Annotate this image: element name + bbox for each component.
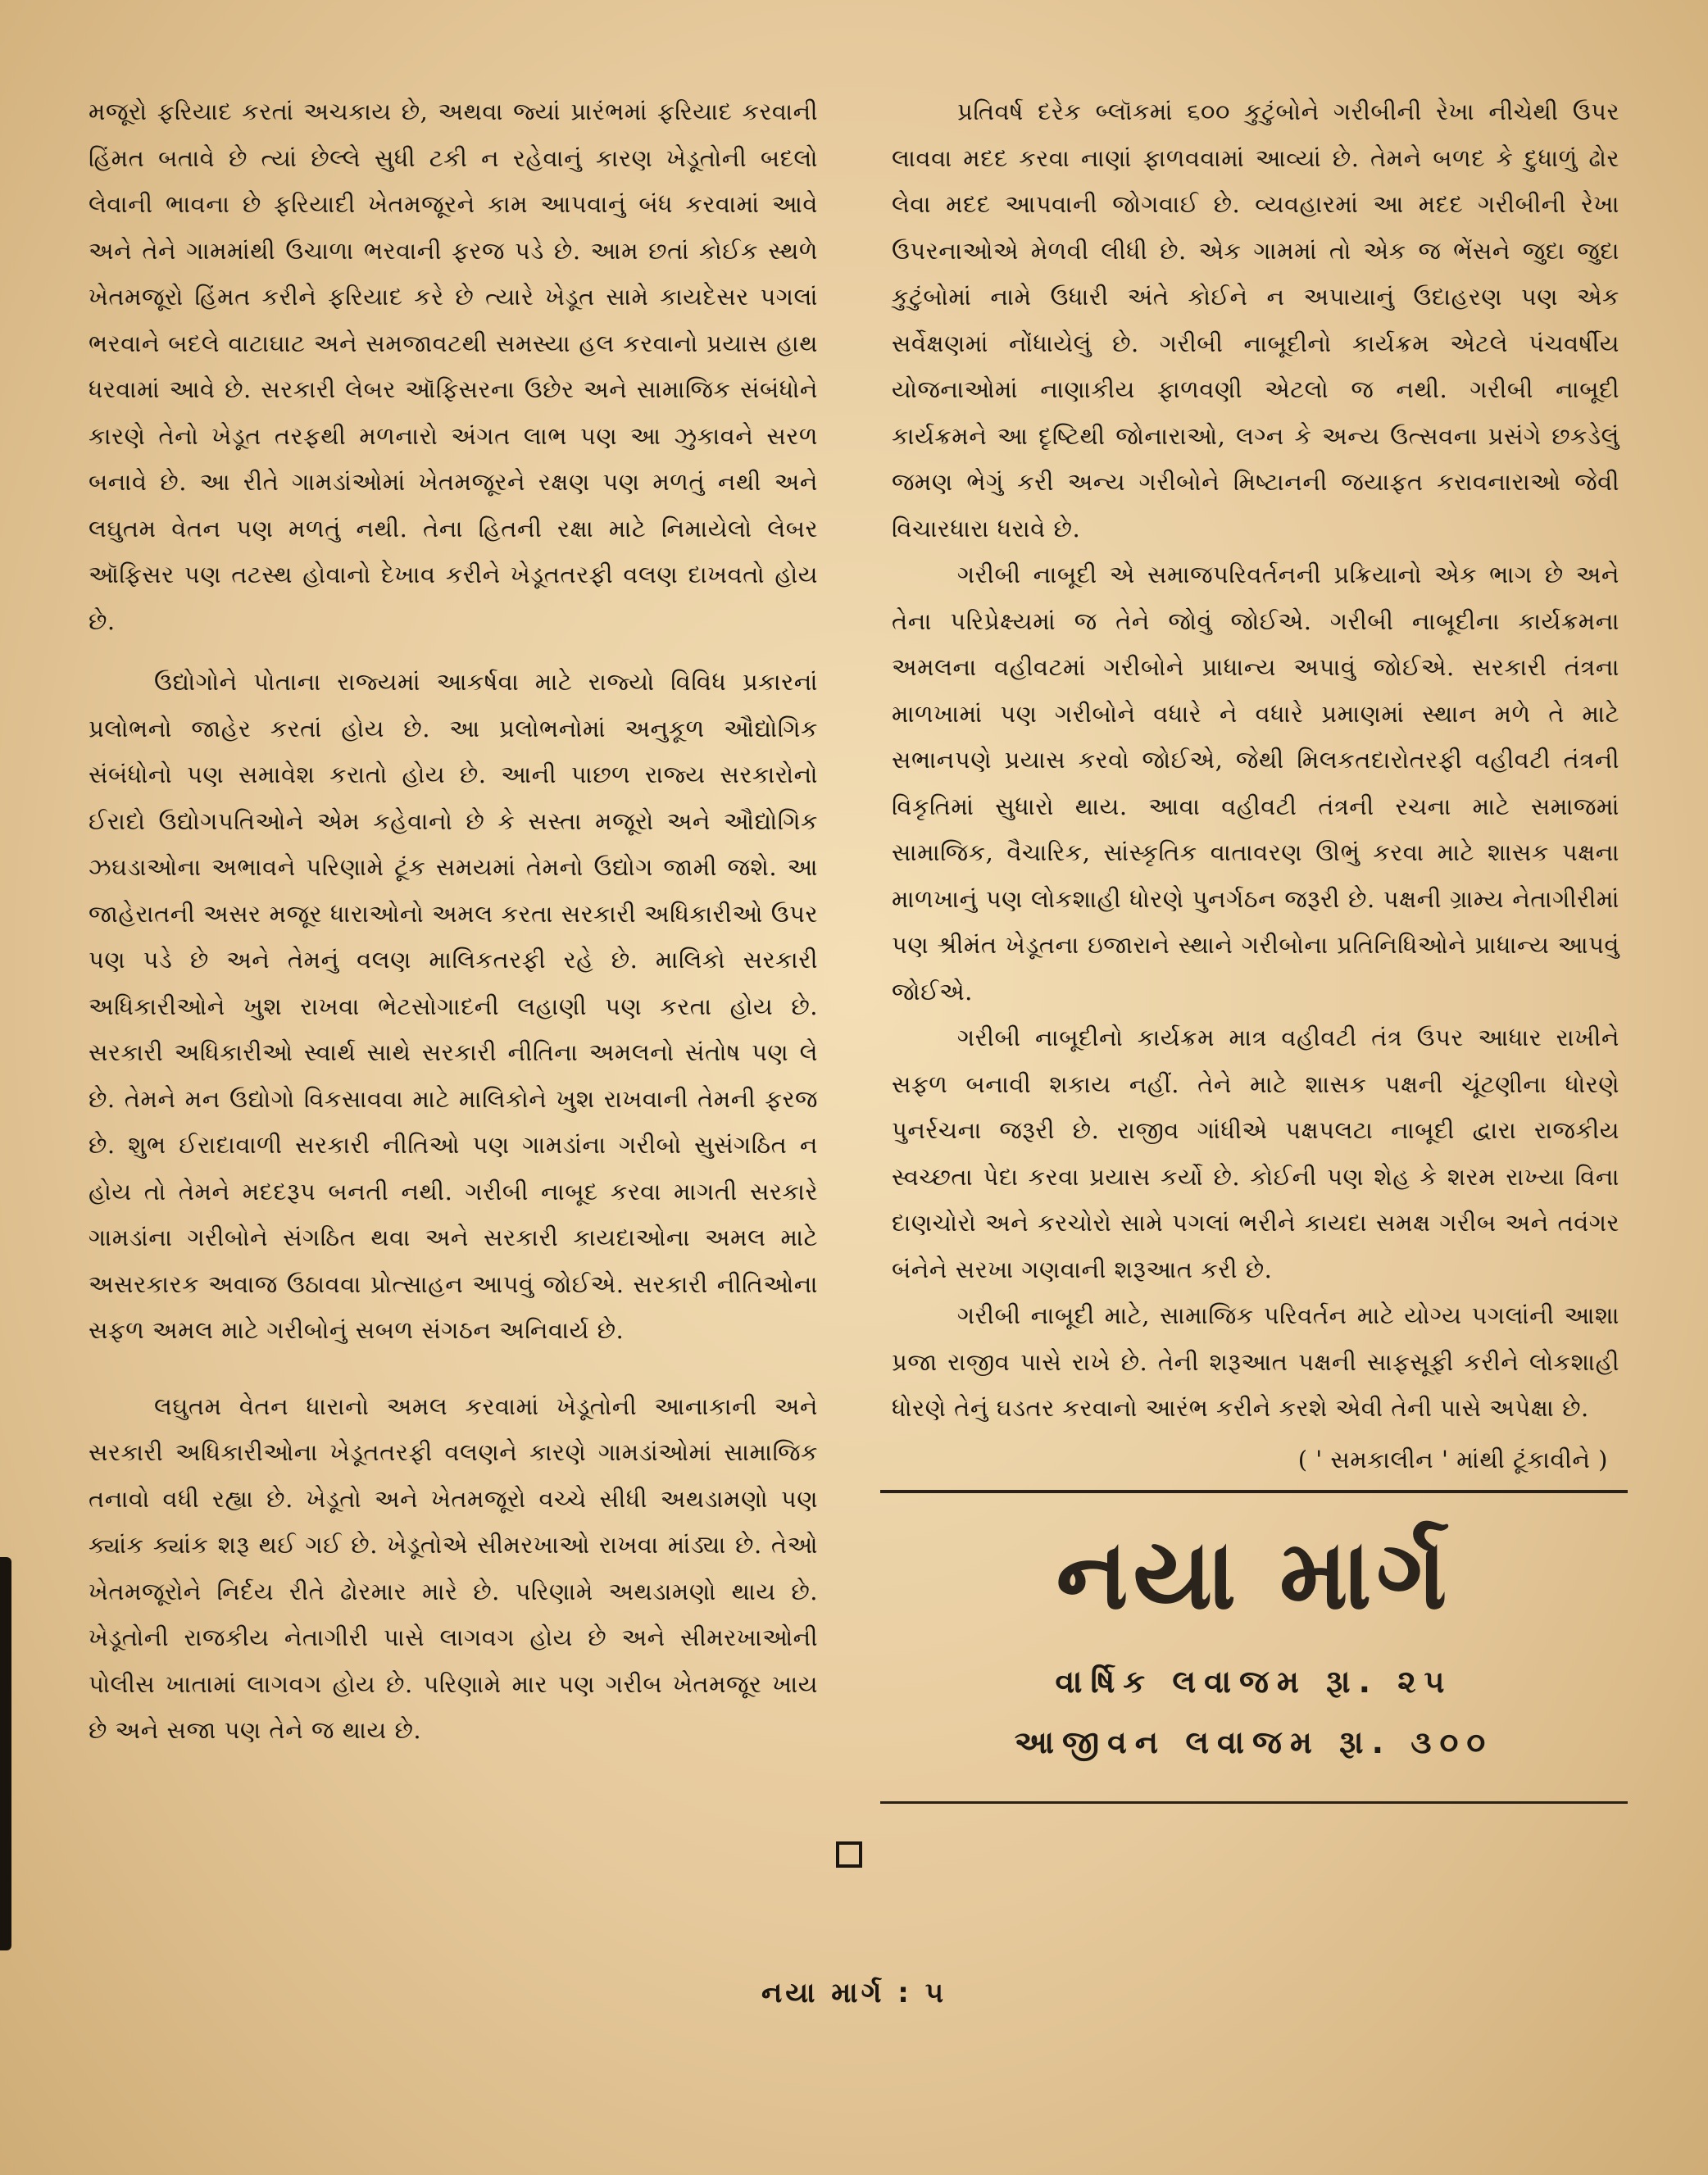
page-edge-shadow [0,1557,11,1950]
right-column [892,89,1619,1483]
left-paragraph-1: મજૂરો ફરિયાદ કરતાં અચકાય છે, અથવા જ્યાં પ્રારંભમાં ફરિયાદ કરવાની હિંમત બતાવે છે ત્યાં છેલ્લે સુધી ટકી ન રહેવાનું કારણ ખેડૂતોની બદલો લેવાની ભાવના છે ફરિયાદી ખેતમજૂરને કામ આપવાનું બંધ કરવામાં આવે અને તેને ગામમાંથી ઉચાળા ભરવાની ફરજ પડે છે. આમ છતાં કોઈક સ્થળે ખેતમજૂરો હિંમત કરીને ફરિયાદ કરે છે ત્યારે ખેડૂત સામે કાયદેસર પગલાં ભરવાને બદલે વાટાઘાટ અને સમજાવટથી સમસ્યા હલ કરવાનો પ્રયાસ હાથ ધરવામાં આવે છે. સરકારી લેબર ઑફિસરના ઉછેર અને સામાજિક સંબંધોને કારણે તેનો ખેડૂત તરફથી મળનારો અંગત લાભ પણ આ ઝુકાવને સરળ બનાવે છે. આ રીતે ગામડાંઓમાં ખેતમજૂરને રક્ષણ પણ મળતું નથી અને લઘુતમ વેતન પણ મળતું નથી. તેના હિતની રક્ષા માટે નિમાયેલો લેબર ઑફિસર પણ તટસ્થ હોવાનો દેખાવ કરીને ખેડૂતતરફી વલણ દાખવતો હોય છે. [89,98,818,635]
left-column [89,89,818,1754]
source-note: ( ' સમકાલીન ' માંથી ટૂંકાવીને ) [1297,1445,1608,1473]
left-paragraph-2: ઉદ્યોગોને પોતાના રાજ્યમાં આકર્ષવા માટે રાજ્યો વિવિધ પ્રકારનાં પ્રલોભનો જાહેર કરતાં હોય છે. આ પ્રલોભનોમાં અનુકૂળ ઔદ્યોગિક સંબંધોનો પણ સમાવેશ કરાતો હોય છે. આની પાછળ રાજ્ય સરકારોનો ઈરાદો ઉદ્યોગપતિઓને એમ કહેવાનો છે કે સસ્તા મજૂરો અને ઔદ્યોગિક ઝઘડાઓના અભાવને પરિણામે ટૂંક સમયમાં તેમનો ઉદ્યોગ જામી જશે. આ જાહેરાતની અસર મજૂર ધારાઓનો અમલ કરતા સરકારી અધિકારીઓ ઉપર પણ પડે છે અને તેમનું વલણ માલિકતરફી રહે છે. માલિકો સરકારી અધિકારીઓને ખુશ રાખવા ભેટસોગાદની લહાણી પણ કરતા હોય છે. સરકારી અધિકારીઓ સ્વાર્થ સાથે સરકારી નીતિના અમલનો સંતોષ પણ લે છે. તેમને મન ઉદ્યોગો વિકસાવવા માટે માલિકોને ખુશ રાખવાની તેમની ફરજ છે. શુભ ઈરાદાવાળી સરકારી નીતિઓ પણ ગામડાંના ગરીબો સુસંગઠિત ન હોય તો તેમને મદદરૂપ બનતી નથી. ગરીબી નાબૂદ કરવા માગતી સરકારે ગામડાંના ગરીબોને સંગઠિત થવા અને સરકારી કાયદાઓના અમલ માટે અસરકારક અવાજ ઉઠાવવા પ્રોત્સાહન આપવું જોઈએ. સરકારી નીતિઓના સફળ અમલ માટે ગરીબોનું સબળ સંગઠન અનિવાર્ય છે. [89,668,818,1344]
right-paragraph-1: પ્રતિવર્ષ દરેક બ્લૉકમાં ૬૦૦ કુટુંબોને ગરીબીની રેખા નીચેથી ઉપર લાવવા મદદ કરવા નાણાં ફાળવવામાં આવ્યાં છે. તેમને બળદ કે દુધાળું ઢોર લેવા મદદ આપવાની જોગવાઈ છે. વ્યવહારમાં આ મદદ ગરીબીની રેખા ઉપરનાઓએ મેળવી લીધી છે. એક ગામમાં તો એક જ ભેંસને જુદા જુદા કુટુંબોમાં નામે ઉધારી અંતે કોઈને ન અપાયાનું ઉદાહરણ પણ એક સર્વેક્ષણમાં નોંધાયેલું છે. ગરીબી નાબૂદીનો કાર્યક્રમ એટલે પંચવર્ષીય યોજનાઓમાં નાણાકીય ફાળવણી એટલો જ નથી. ગરીબી નાબૂદી કાર્યક્રમને આ દૃષ્ટિથી જોનારાઓ, લગ્ન કે અન્ય ઉત્સવના પ્રસંગે છકડેલું જમણ ભેગું કરી અન્ય ગરીબોને મિષ્ટાનની જયાફત કરાવનારાઓ જેવી વિચારધારા ધરાવે છે. [892,98,1619,543]
annual-subscription-line: વાર્ષિક લવાજમ રૂા. ૨૫ [1055,1664,1453,1700]
right-paragraph-3: ગરીબી નાબૂદીનો કાર્યક્રમ માત્ર વહીવટી તંત્ર ઉપર આધાર રાખીને સફળ બનાવી શકાય નહીં. તેને માટે શાસક પક્ષની ચૂંટણીના ધોરણે પુનર્રચના જરૂરી છે. રાજીવ ગાંધીએ પક્ષપલટા નાબૂદી દ્વારા રાજકીય સ્વચ્છતા પેદા કરવા પ્રયાસ કર્યો છે. કોઈની પણ શેહ કે શરમ રાખ્યા વિના દાણચોરો અને કરચોરો સામે પગલાં ભરીને કાયદા સમક્ષ ગરીબ અને તવંગર બંનેને સરખા ગણવાની શરૂઆત કરી છે. [892,1024,1619,1283]
right-paragraph-4: ગરીબી નાબૂદી માટે, સામાજિક પરિવર્તન માટે યોગ્ય પગલાંની આશા પ્રજા રાજીવ પાસે રાખે છે. તેની શરૂઆત પક્ષની સાફસૂફી કરીને લોકશાહી ધોરણે તેનું ઘડતર કરવાનો આરંભ કરીને કરશે એવી તેની પાસે અપેક્ષા છે. [892,1301,1619,1422]
magazine-masthead: નયા માર્ગ [1056,1518,1452,1631]
right-paragraph-2: ગરીબી નાબૂદી એ સમાજપરિવર્તનની પ્રક્રિયાનો એક ભાગ છે અને તેના પરિપ્રેક્ષ્યમાં જ તેને જોવું જોઈએ. ગરીબી નાબૂદીના કાર્યક્રમના અમલના વહીવટમાં ગરીબોને પ્રાધાન્ય અપાવું જોઈએ. સરકારી તંત્રના માળખામાં પણ ગરીબોને વધારે ને વધારે પ્રમાણમાં સ્થાન મળે તે માટે સભાનપણે પ્રયાસ કરવો જોઈએ, જેથી મિલકતદારોતરફી વહીવટી તંત્રની વિકૃતિમાં સુધારો થાય. આવા વહીવટી તંત્રની રચના માટે સમાજમાં સામાજિક, વૈચારિક, સાંસ્કૃતિક વાતાવરણ ઊભું કરવા માટે શાસક પક્ષના માળખાનું પણ લોકશાહી ધોરણે પુનર્ગઠન જરૂરી છે. પક્ષની ગ્રામ્ય નેતાગીરીમાં પણ શ્રીમંત ખેડૂતના ઇજારાને સ્થાને ગરીબોના પ્રતિનિધિઓને પ્રાધાન્ય આપવું જોઈએ. [892,561,1619,1006]
page-footer: નયા માર્ગ : ૫ [761,1977,947,2009]
left-paragraph-3: લઘુતમ વેતન ધારાનો અમલ કરવામાં ખેડૂતોની આનાકાની અને સરકારી અધિકારીઓના ખેડૂતતરફી વલણને કારણે ગામડાંઓમાં સામાજિક તનાવો વધી રહ્યા છે. ખેડૂતો અને ખેતમજૂરો વચ્ચે સીધી અથડામણો પણ ક્યાંક ક્યાંક શરૂ થઈ ગઈ છે. ખેડૂતોએ સીમરખાઓ રાખવા માંડ્યા છે. તેઓ ખેતમજૂરોને નિર્દય રીતે ઢોરમાર મારે છે. પરિણામે અથડામણો થાય છે. ખેડૂતોની રાજકીય નેતાગીરી પાસે લાગવગ હોય છે અને સીમરખાઓની પોલીસ ખાતામાં લાગવગ હોય છે. પરિણામે માર પણ ગરીબ ખેતમજૂર ખાય છે અને સજા પણ તેને જ થાય છે. [89,1392,818,1744]
lifetime-subscription-line: આજીવન લવાજમ રૂા. ૩૦૦ [1014,1724,1494,1760]
article-end-square-icon [836,1841,862,1868]
subscription-advertisement [880,1490,1628,1804]
